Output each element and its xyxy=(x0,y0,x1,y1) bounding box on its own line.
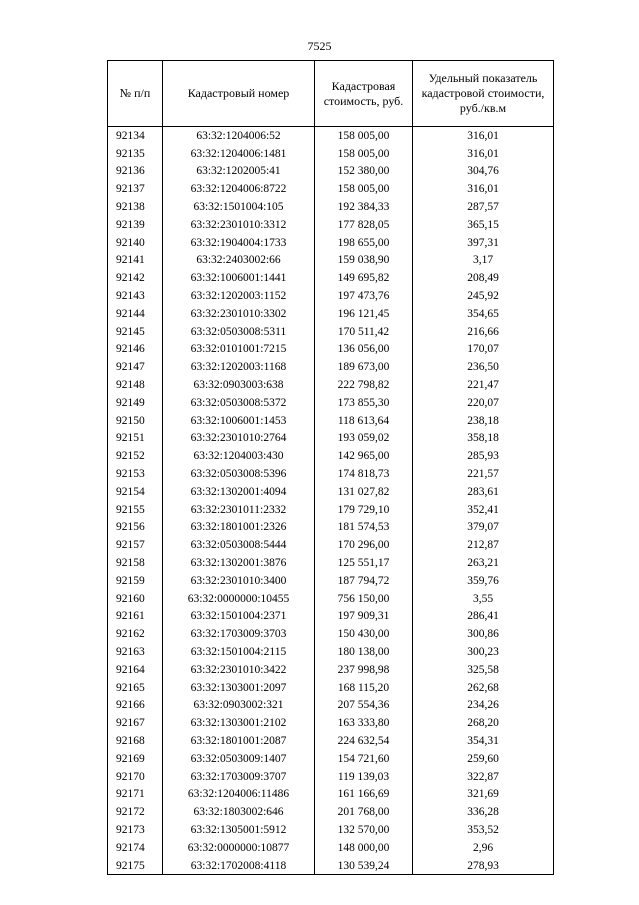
cadastral-value: 756 150,00 xyxy=(315,590,413,608)
cadastral-number: 63:32:1501004:105 xyxy=(163,198,315,216)
specific-value: 268,20 xyxy=(413,714,554,732)
specific-value: 285,93 xyxy=(413,447,554,465)
cadastral-number: 63:32:0000000:10455 xyxy=(163,590,315,608)
cadastral-number: 63:32:2301011:2332 xyxy=(163,501,315,519)
cadastral-value: 180 138,00 xyxy=(315,643,413,661)
cadastral-number: 63:32:0503008:5311 xyxy=(163,323,315,341)
cadastral-value: 196 121,45 xyxy=(315,305,413,323)
cadastral-number: 63:32:2301010:2764 xyxy=(163,430,315,448)
table-row xyxy=(108,127,554,145)
table-header xyxy=(108,61,554,127)
table-row xyxy=(108,198,554,216)
header-specific-value: Удельный показатель кадастровой стоимости, руб./кв.м xyxy=(413,61,554,127)
table-row xyxy=(108,785,554,803)
row-number: 92173 xyxy=(108,821,163,839)
row-number: 92170 xyxy=(108,768,163,786)
specific-value: 397,31 xyxy=(413,234,554,252)
table-row xyxy=(108,714,554,732)
cadastral-value: 150 430,00 xyxy=(315,625,413,643)
specific-value: 208,49 xyxy=(413,269,554,287)
cadastral-number: 63:32:1303001:2102 xyxy=(163,714,315,732)
table-row xyxy=(108,554,554,572)
cadastral-value: 173 855,30 xyxy=(315,394,413,412)
cadastral-value: 237 998,98 xyxy=(315,661,413,679)
cadastral-value: 149 695,82 xyxy=(315,269,413,287)
cadastral-value: 201 768,00 xyxy=(315,803,413,821)
cadastral-value: 118 613,64 xyxy=(315,412,413,430)
row-number: 92145 xyxy=(108,323,163,341)
cadastral-number: 63:32:2301010:3400 xyxy=(163,572,315,590)
row-number: 92168 xyxy=(108,732,163,750)
row-number: 92167 xyxy=(108,714,163,732)
specific-value: 263,21 xyxy=(413,554,554,572)
cadastral-value: 224 632,54 xyxy=(315,732,413,750)
specific-value: 359,76 xyxy=(413,572,554,590)
cadastral-number: 63:32:1801001:2326 xyxy=(163,519,315,537)
cadastral-value: 142 965,00 xyxy=(315,447,413,465)
cadastral-number: 63:32:0503009:1407 xyxy=(163,750,315,768)
specific-value: 262,68 xyxy=(413,679,554,697)
table-row xyxy=(108,358,554,376)
cadastral-value: 193 059,02 xyxy=(315,430,413,448)
row-number: 92158 xyxy=(108,554,163,572)
specific-value: 3,17 xyxy=(413,252,554,270)
cadastral-number: 63:32:1302001:3876 xyxy=(163,554,315,572)
cadastral-value: 132 570,00 xyxy=(315,821,413,839)
page-number: 7525 xyxy=(307,39,332,53)
cadastral-number: 63:32:0903003:638 xyxy=(163,376,315,394)
row-number: 92151 xyxy=(108,430,163,448)
table-row xyxy=(108,803,554,821)
cadastral-number: 63:32:1006001:1441 xyxy=(163,269,315,287)
cadastral-value: 207 554,36 xyxy=(315,697,413,715)
row-number: 92150 xyxy=(108,412,163,430)
table-row xyxy=(108,661,554,679)
table-row xyxy=(108,465,554,483)
cadastral-value: 170 296,00 xyxy=(315,536,413,554)
row-number: 92137 xyxy=(108,180,163,198)
cadastral-value: 161 166,69 xyxy=(315,785,413,803)
header-cadastral-value: Кадастровая стоимость, руб. xyxy=(315,61,413,127)
cadastral-value: 189 673,00 xyxy=(315,358,413,376)
row-number: 92172 xyxy=(108,803,163,821)
cadastral-number: 63:32:1202003:1152 xyxy=(163,287,315,305)
row-number: 92136 xyxy=(108,163,163,181)
cadastral-number: 63:32:1801001:2087 xyxy=(163,732,315,750)
specific-value: 216,66 xyxy=(413,323,554,341)
specific-value: 321,69 xyxy=(413,785,554,803)
specific-value: 300,23 xyxy=(413,643,554,661)
row-number: 92135 xyxy=(108,145,163,163)
table-row xyxy=(108,323,554,341)
cadastral-number: 63:32:0503008:5396 xyxy=(163,465,315,483)
row-number: 92159 xyxy=(108,572,163,590)
cadastral-value: 130 539,24 xyxy=(315,857,413,875)
cadastral-number: 63:32:2301010:3302 xyxy=(163,305,315,323)
specific-value: 304,76 xyxy=(413,163,554,181)
row-number: 92155 xyxy=(108,501,163,519)
cadastral-number: 63:32:1305001:5912 xyxy=(163,821,315,839)
row-number: 92144 xyxy=(108,305,163,323)
cadastral-number: 63:32:1702008:4118 xyxy=(163,857,315,875)
cadastral-value: 222 798,82 xyxy=(315,376,413,394)
table-row xyxy=(108,252,554,270)
header-num: № п/п xyxy=(108,61,163,127)
cadastral-number: 63:32:1904004:1733 xyxy=(163,234,315,252)
cadastral-number: 63:32:1501004:2115 xyxy=(163,643,315,661)
specific-value: 220,07 xyxy=(413,394,554,412)
table-row xyxy=(108,608,554,626)
cadastral-number: 63:32:1204003:430 xyxy=(163,447,315,465)
table-row xyxy=(108,287,554,305)
cadastral-number: 63:32:1501004:2371 xyxy=(163,608,315,626)
row-number: 92161 xyxy=(108,608,163,626)
specific-value: 336,28 xyxy=(413,803,554,821)
specific-value: 316,01 xyxy=(413,127,554,145)
table-row xyxy=(108,839,554,857)
specific-value: 358,18 xyxy=(413,430,554,448)
cadastral-number: 63:32:2301010:3312 xyxy=(163,216,315,234)
row-number: 92152 xyxy=(108,447,163,465)
row-number: 92134 xyxy=(108,127,163,145)
specific-value: 245,92 xyxy=(413,287,554,305)
specific-value: 170,07 xyxy=(413,341,554,359)
cadastral-value: 154 721,60 xyxy=(315,750,413,768)
specific-value: 221,57 xyxy=(413,465,554,483)
cadastral-number: 63:32:0503008:5444 xyxy=(163,536,315,554)
specific-value: 236,50 xyxy=(413,358,554,376)
table-row xyxy=(108,394,554,412)
cadastral-value: 181 574,53 xyxy=(315,519,413,537)
cadastral-value: 131 027,82 xyxy=(315,483,413,501)
table-row xyxy=(108,180,554,198)
cadastral-value: 168 115,20 xyxy=(315,679,413,697)
specific-value: 325,58 xyxy=(413,661,554,679)
table-row xyxy=(108,643,554,661)
row-number: 92138 xyxy=(108,198,163,216)
table-row xyxy=(108,430,554,448)
specific-value: 234,26 xyxy=(413,697,554,715)
cadastral-number: 63:32:1204006:11486 xyxy=(163,785,315,803)
row-number: 92157 xyxy=(108,536,163,554)
table-row xyxy=(108,412,554,430)
row-number: 92148 xyxy=(108,376,163,394)
row-number: 92164 xyxy=(108,661,163,679)
row-number: 92165 xyxy=(108,679,163,697)
row-number: 92154 xyxy=(108,483,163,501)
cadastral-value: 170 511,42 xyxy=(315,323,413,341)
specific-value: 316,01 xyxy=(413,180,554,198)
table-row xyxy=(108,697,554,715)
row-number: 92147 xyxy=(108,358,163,376)
specific-value: 354,65 xyxy=(413,305,554,323)
row-number: 92171 xyxy=(108,785,163,803)
specific-value: 238,18 xyxy=(413,412,554,430)
cadastral-number: 63:32:2301010:3422 xyxy=(163,661,315,679)
table-row xyxy=(108,341,554,359)
cadastral-value: 179 729,10 xyxy=(315,501,413,519)
row-number: 92166 xyxy=(108,697,163,715)
row-number: 92141 xyxy=(108,252,163,270)
table-row xyxy=(108,768,554,786)
cadastral-value: 177 828,05 xyxy=(315,216,413,234)
row-number: 92142 xyxy=(108,269,163,287)
row-number: 92169 xyxy=(108,750,163,768)
table-row xyxy=(108,483,554,501)
table-body xyxy=(108,127,554,875)
specific-value: 278,93 xyxy=(413,857,554,875)
cadastral-number: 63:32:1303001:2097 xyxy=(163,679,315,697)
table-row xyxy=(108,519,554,537)
cadastral-value: 159 038,90 xyxy=(315,252,413,270)
specific-value: 287,57 xyxy=(413,198,554,216)
cadastral-number: 63:32:1703009:3703 xyxy=(163,625,315,643)
row-number: 92140 xyxy=(108,234,163,252)
table-row xyxy=(108,145,554,163)
cadastral-value: 197 473,76 xyxy=(315,287,413,305)
cadastral-value: 136 056,00 xyxy=(315,341,413,359)
specific-value: 316,01 xyxy=(413,145,554,163)
row-number: 92162 xyxy=(108,625,163,643)
table-row xyxy=(108,501,554,519)
cadastral-value: 192 384,33 xyxy=(315,198,413,216)
cadastral-number: 63:32:1703009:3707 xyxy=(163,768,315,786)
specific-value: 352,41 xyxy=(413,501,554,519)
cadastral-number: 63:32:2403002:66 xyxy=(163,252,315,270)
row-number: 92146 xyxy=(108,341,163,359)
cadastral-number: 63:32:1202005:41 xyxy=(163,163,315,181)
specific-value: 353,52 xyxy=(413,821,554,839)
cadastral-value-table xyxy=(107,60,554,875)
cadastral-number: 63:32:0503008:5372 xyxy=(163,394,315,412)
specific-value: 365,15 xyxy=(413,216,554,234)
cadastral-value: 163 333,80 xyxy=(315,714,413,732)
cadastral-value: 158 005,00 xyxy=(315,145,413,163)
row-number: 92153 xyxy=(108,465,163,483)
cadastral-value: 174 818,73 xyxy=(315,465,413,483)
specific-value: 354,31 xyxy=(413,732,554,750)
table-row xyxy=(108,679,554,697)
table-row xyxy=(108,625,554,643)
table-row xyxy=(108,376,554,394)
table-row xyxy=(108,216,554,234)
cadastral-value: 197 909,31 xyxy=(315,608,413,626)
row-number: 92160 xyxy=(108,590,163,608)
table-row xyxy=(108,305,554,323)
cadastral-number: 63:32:0000000:10877 xyxy=(163,839,315,857)
table-row xyxy=(108,572,554,590)
cadastral-value: 119 139,03 xyxy=(315,768,413,786)
row-number: 92143 xyxy=(108,287,163,305)
cadastral-value: 125 551,17 xyxy=(315,554,413,572)
cadastral-value: 158 005,00 xyxy=(315,180,413,198)
table-row xyxy=(108,234,554,252)
cadastral-number: 63:32:1204006:8722 xyxy=(163,180,315,198)
cadastral-value: 198 655,00 xyxy=(315,234,413,252)
specific-value: 2,96 xyxy=(413,839,554,857)
cadastral-value: 187 794,72 xyxy=(315,572,413,590)
row-number: 92175 xyxy=(108,857,163,875)
cadastral-number: 63:32:1006001:1453 xyxy=(163,412,315,430)
header-row xyxy=(108,61,554,127)
row-number: 92163 xyxy=(108,643,163,661)
specific-value: 322,87 xyxy=(413,768,554,786)
header-cadastral-number: Кадастровый номер xyxy=(163,61,315,127)
cadastral-value: 158 005,00 xyxy=(315,127,413,145)
specific-value: 379,07 xyxy=(413,519,554,537)
table-row xyxy=(108,447,554,465)
row-number: 92149 xyxy=(108,394,163,412)
specific-value: 3,55 xyxy=(413,590,554,608)
cadastral-number: 63:32:1202003:1168 xyxy=(163,358,315,376)
cadastral-number: 63:32:1204006:1481 xyxy=(163,145,315,163)
cadastral-number: 63:32:0101001:7215 xyxy=(163,341,315,359)
specific-value: 212,87 xyxy=(413,536,554,554)
table-row xyxy=(108,163,554,181)
cadastral-number: 63:32:1204006:52 xyxy=(163,127,315,145)
cadastral-value: 148 000,00 xyxy=(315,839,413,857)
table-row xyxy=(108,857,554,875)
row-number: 92174 xyxy=(108,839,163,857)
table-row xyxy=(108,590,554,608)
row-number: 92156 xyxy=(108,519,163,537)
table-row xyxy=(108,821,554,839)
table-row xyxy=(108,536,554,554)
cadastral-number: 63:32:0903002:321 xyxy=(163,697,315,715)
specific-value: 283,61 xyxy=(413,483,554,501)
specific-value: 286,41 xyxy=(413,608,554,626)
specific-value: 259,60 xyxy=(413,750,554,768)
row-number: 92139 xyxy=(108,216,163,234)
table-row xyxy=(108,750,554,768)
specific-value: 221,47 xyxy=(413,376,554,394)
table-row xyxy=(108,269,554,287)
cadastral-value: 152 380,00 xyxy=(315,163,413,181)
cadastral-number: 63:32:1302001:4094 xyxy=(163,483,315,501)
cadastral-number: 63:32:1803002:646 xyxy=(163,803,315,821)
specific-value: 300,86 xyxy=(413,625,554,643)
table-row xyxy=(108,732,554,750)
